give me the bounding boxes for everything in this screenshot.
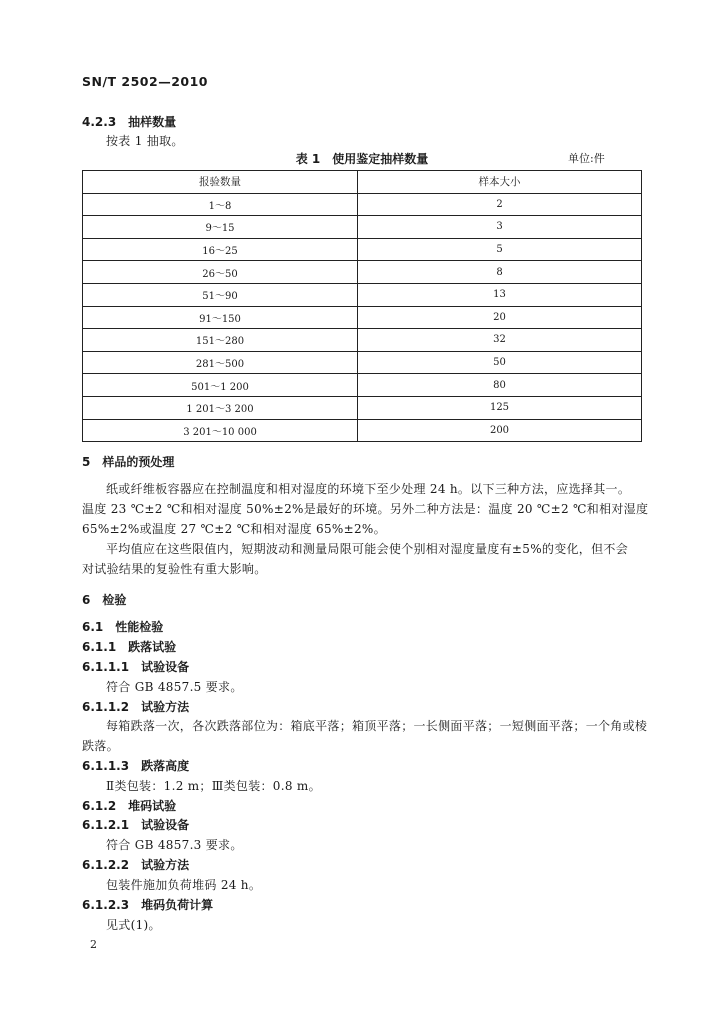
- table-row: [83, 351, 642, 374]
- section-title: 堆码试验: [128, 799, 177, 813]
- table-row: [83, 396, 642, 419]
- table-header-row: [83, 171, 642, 194]
- heading-5: [82, 453, 174, 470]
- table-row: [83, 238, 642, 261]
- section-title: 试验设备: [141, 660, 190, 674]
- heading-6-1-1-1: [82, 658, 189, 675]
- section-title: 抽样数量: [128, 115, 177, 129]
- table-cell: 9～15: [83, 216, 358, 239]
- heading-6-1-2-2: [82, 856, 189, 873]
- paragraph-line: 跌落。: [82, 739, 119, 753]
- heading-6-1-2: [82, 797, 176, 814]
- table-cell: 3: [358, 216, 642, 239]
- table-cell: 13: [358, 283, 642, 306]
- paragraph-line: 对试验结果的复验性有重大影响。: [82, 562, 267, 576]
- section-number: 6.1.1.3: [82, 759, 130, 773]
- table-cell: 8: [358, 261, 642, 284]
- paragraph: Ⅱ类包装：1.2 m；Ⅲ类包装：0.8 m。: [106, 779, 321, 793]
- table-cell: 1～8: [83, 193, 358, 216]
- paragraph-line: 平均值应在这些限值内，短期波动和测量局限可能会使个别相对湿度量度有±5%的变化，但不会: [106, 542, 628, 556]
- section-number: 6.1.2.2: [82, 858, 130, 872]
- table-cell: 91～150: [83, 306, 358, 329]
- heading-6-1-1-2: [82, 698, 189, 715]
- heading-6-1-1: [82, 638, 176, 655]
- table-caption: 表 1 使用鉴定抽样数量: [295, 152, 429, 166]
- section-title: 性能检验: [115, 620, 164, 634]
- table-row: [83, 329, 642, 352]
- table-row: [83, 261, 642, 284]
- table-cell: 5: [358, 238, 642, 261]
- paragraph-line: 温度 23 ℃±2 ℃和相对湿度 50%±2%是最好的环境。另外二种方法是：温度 20 ℃±2 ℃和相对湿度: [82, 502, 649, 516]
- table-cell: 1 201～3 200: [83, 396, 358, 419]
- sampling-table: [82, 170, 642, 442]
- section-number: 6.1.1.2: [82, 700, 130, 714]
- table-cell: 281～500: [83, 351, 358, 374]
- paragraph-line: 65%±2%或温度 27 ℃±2 ℃和相对湿度 65%±2%。: [82, 522, 386, 536]
- paragraph-line: 每箱跌落一次，各次跌落部位为：箱底平落；箱顶平落；一长侧面平落；一短侧面平落；一个角或棱: [106, 719, 648, 733]
- section-number: 4.2.3: [82, 115, 117, 129]
- table-cell: 26～50: [83, 261, 358, 284]
- table-cell: 200: [358, 419, 642, 442]
- table-cell: 20: [358, 306, 642, 329]
- column-header: 样本大小: [358, 171, 642, 194]
- paragraph: 按表 1 抽取。: [106, 134, 184, 148]
- section-number: 6.1.2: [82, 799, 117, 813]
- table-unit: 单位:件: [568, 152, 605, 165]
- table-cell: 2: [358, 193, 642, 216]
- table-cell: 51～90: [83, 283, 358, 306]
- heading-6-1-2-1: [82, 816, 189, 833]
- table-row: [83, 374, 642, 397]
- heading-4-2-3: [82, 113, 176, 130]
- table-row: [83, 193, 642, 216]
- table-cell: 16～25: [83, 238, 358, 261]
- section-title: 试验方法: [141, 858, 190, 872]
- table-row: [83, 216, 642, 239]
- table-cell: 80: [358, 374, 642, 397]
- paragraph: 见式(1)。: [106, 918, 161, 932]
- table-row: [83, 306, 642, 329]
- section-number: 6.1.1.1: [82, 660, 130, 674]
- section-title: 试验方法: [141, 700, 190, 714]
- page-number: 2: [90, 938, 97, 951]
- heading-6-1: [82, 618, 163, 635]
- table-cell: 501～1 200: [83, 374, 358, 397]
- section-number: 6.1.2.3: [82, 898, 130, 912]
- section-title: 跌落试验: [128, 640, 177, 654]
- paragraph: 符合 GB 4857.3 要求。: [106, 838, 243, 852]
- table-cell: 3 201～10 000: [83, 419, 358, 442]
- table-cell: 50: [358, 351, 642, 374]
- section-title: 跌落高度: [141, 759, 190, 773]
- heading-6: [82, 591, 126, 608]
- paragraph-line: 纸或纤维板容器应在控制温度和相对湿度的环境下至少处理 24 h。以下三种方法，应选择其一。: [106, 482, 631, 496]
- section-number: 6.1.2.1: [82, 818, 130, 832]
- section-number: 6.1: [82, 620, 104, 634]
- section-title: 试验设备: [141, 818, 190, 832]
- table-row: [83, 419, 642, 442]
- table-cell: 125: [358, 396, 642, 419]
- standard-code-header: SN/T 2502—2010: [82, 74, 208, 89]
- section-number: 6: [82, 593, 91, 607]
- paragraph: 符合 GB 4857.5 要求。: [106, 680, 243, 694]
- table-cell: 151～280: [83, 329, 358, 352]
- section-number: 6.1.1: [82, 640, 117, 654]
- section-title: 样品的预处理: [102, 455, 175, 469]
- column-header: 报验数量: [83, 171, 358, 194]
- table-cell: 32: [358, 329, 642, 352]
- heading-6-1-1-3: [82, 757, 189, 774]
- section-title: 堆码负荷计算: [141, 898, 214, 912]
- heading-6-1-2-3: [82, 896, 213, 913]
- paragraph: 包装件施加负荷堆码 24 h。: [106, 878, 262, 892]
- table-row: [83, 283, 642, 306]
- section-title: 检验: [102, 593, 127, 607]
- section-number: 5: [82, 455, 91, 469]
